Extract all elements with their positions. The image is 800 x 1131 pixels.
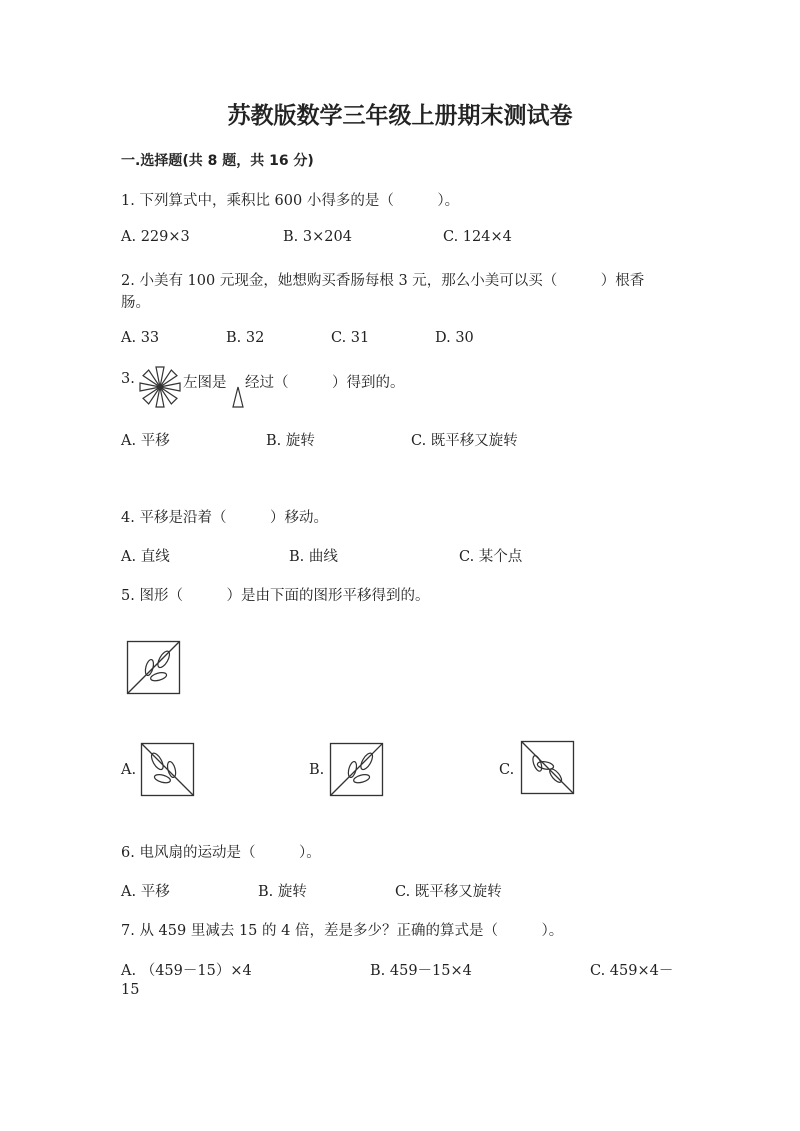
pinwheel-blade — [156, 387, 164, 407]
pinwheel-figure — [137, 366, 183, 408]
q1-option-c[interactable]: C. 124×4 — [443, 229, 512, 245]
question-5: 5. 图形（ ）是由下面的图形平移得到的。 — [121, 588, 430, 604]
pinwheel-blade — [143, 370, 163, 390]
leaf-option-b-figure[interactable] — [330, 743, 383, 796]
q3-option-b[interactable]: B. 旋转 — [266, 433, 315, 449]
q6-option-b[interactable]: B. 旋转 — [258, 884, 307, 900]
question-6: 6. 电风扇的运动是（ ）。 — [121, 845, 321, 861]
q3-option-c[interactable]: C. 既平移又旋转 — [411, 433, 518, 449]
question-7: 7. 从 459 里减去 15 的 4 倍，差是多少？正确的算式是（ ）。 — [121, 923, 564, 939]
question-3-suffix: 经过（ ）得到的。 — [245, 375, 405, 391]
question-4: 4. 平移是沿着（ ）移动。 — [121, 510, 328, 526]
pinwheel-blade — [156, 367, 164, 387]
q4-option-a[interactable]: A. 直线 — [121, 549, 170, 565]
triangle-blade-figure — [231, 386, 245, 408]
question-3-middle-text: 左图是 — [183, 375, 227, 391]
q3-option-a[interactable]: A. 平移 — [121, 433, 170, 449]
q2-option-b[interactable]: B. 32 — [226, 330, 265, 346]
question-2-line2: 肠。 — [121, 295, 150, 311]
q2-option-c[interactable]: C. 31 — [331, 330, 370, 346]
q4-option-b[interactable]: B. 曲线 — [289, 549, 338, 565]
section-heading: 一.选择题(共 8 题，共 16 分) — [121, 153, 314, 169]
q7-option-b[interactable]: B. 459－15×4 — [370, 963, 472, 979]
q1-option-b[interactable]: B. 3×204 — [283, 229, 352, 245]
leaf-reference-figure — [127, 641, 180, 694]
leaf-option-a-figure[interactable] — [141, 743, 194, 796]
q5-option-a-label[interactable]: A. — [121, 762, 137, 778]
question-3-number: 3. — [121, 371, 135, 387]
q5-option-c-label[interactable]: C. — [499, 762, 515, 778]
q5-option-b-label[interactable]: B. — [309, 762, 325, 778]
leaf-option-c-figure[interactable] — [521, 741, 574, 794]
q1-option-a[interactable]: A. 229×3 — [121, 229, 190, 245]
q2-option-a[interactable]: A. 33 — [121, 330, 160, 346]
page-title: 苏教版数学三年级上册期末测试卷 — [227, 103, 573, 129]
q7-option-c[interactable]: C. 459×4－ — [590, 963, 674, 979]
q4-option-c[interactable]: C. 某个点 — [459, 549, 523, 565]
pinwheel-blade — [160, 383, 180, 391]
question-2-line1: 2. 小美有 100 元现金，她想购买香肠每根 3 元，那么小美可以买（ ）根香 — [121, 273, 645, 289]
question-1: 1. 下列算式中，乘积比 600 小得多的是（ ）。 — [121, 193, 460, 209]
pinwheel-blade — [140, 383, 160, 391]
q6-option-c[interactable]: C. 既平移又旋转 — [395, 884, 502, 900]
q2-option-d[interactable]: D. 30 — [435, 330, 474, 346]
q7-option-c-wrap: 15 — [121, 982, 140, 998]
q7-option-a[interactable]: A. （459－15）×4 — [121, 963, 252, 979]
q6-option-a[interactable]: A. 平移 — [121, 884, 170, 900]
